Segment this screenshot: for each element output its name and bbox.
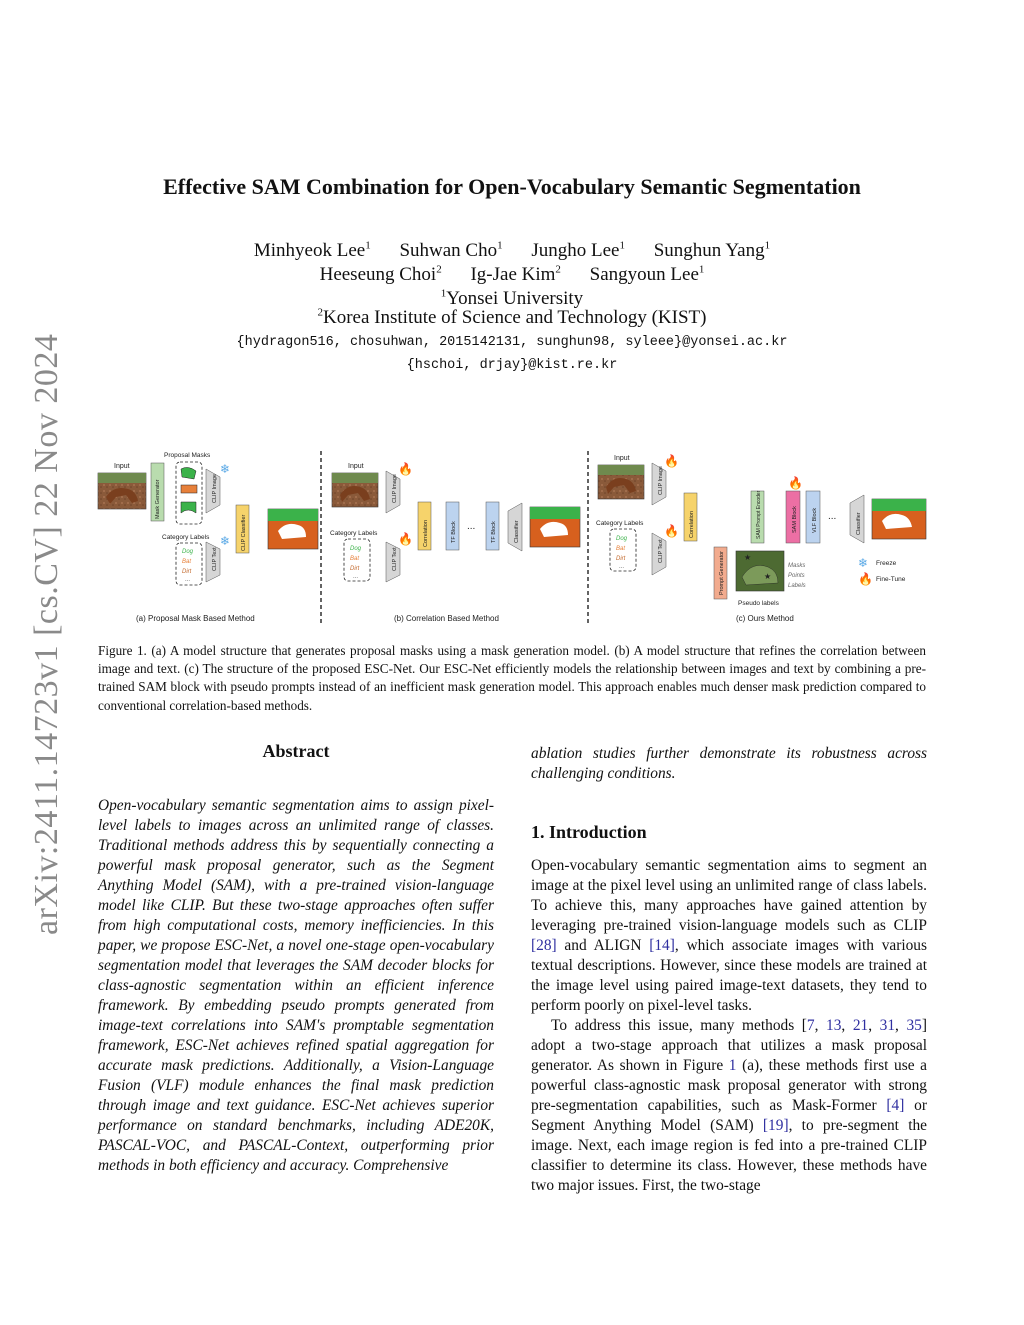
panel-c-classifier-block <box>850 495 864 543</box>
svg-text:★: ★ <box>764 572 772 581</box>
citation-link[interactable]: 31 <box>879 1017 896 1034</box>
email-line-2: {hschoi, drjay}@kist.re.kr <box>406 358 618 373</box>
panel-c-pseudo-labels: Pseudo labels <box>738 600 779 607</box>
citation-link[interactable]: [19] <box>762 1117 789 1134</box>
svg-text:Bat: Bat <box>182 559 192 565</box>
citation-link[interactable]: 35 <box>906 1017 922 1034</box>
panel-b-clip-image-block <box>386 471 400 513</box>
fire-icon: 🔥 <box>664 454 679 468</box>
svg-text:★: ★ <box>744 553 752 562</box>
panel-c-category-labels: Category Labels <box>596 520 644 527</box>
svg-text:SAM Block: SAM Block <box>792 506 798 533</box>
panel-b-classifier-block <box>508 503 522 551</box>
panel-c-prompt-generator-block <box>714 547 727 599</box>
panel-a-input-image <box>98 473 146 509</box>
svg-text:Dog: Dog <box>350 546 362 552</box>
freeze-icon: ❄ <box>220 462 231 476</box>
panel-b-input-label: Input <box>348 463 364 470</box>
affiliation-1: $^1$Yonsei University <box>440 287 584 309</box>
panel-b-category-labels: Category Labels <box>330 530 378 537</box>
paper-title: Effective SAM Combination for Open-Vocabulary Semantic Segmentation <box>163 174 861 199</box>
svg-text:Dog: Dog <box>182 549 194 555</box>
svg-text:Dog: Dog <box>616 536 628 542</box>
svg-text:Dirt: Dirt <box>350 566 360 572</box>
panel-b-correlation-block <box>418 502 431 550</box>
panel-c-clip-image-block <box>652 463 666 505</box>
author: Ig-Jae Kim$^2$ <box>470 263 561 285</box>
panel-c-pseudo-item: Labels <box>788 583 806 589</box>
panel-c-category-box <box>610 529 636 571</box>
panel-b-output-image <box>530 507 580 547</box>
panel-a-clip-classifier-block <box>236 505 249 553</box>
panel-a-caption: (a) Proposal Mask Based Method <box>136 614 255 623</box>
panel-a-clip-image-block <box>206 469 220 513</box>
panel-a-output-image <box>268 509 318 549</box>
affiliation-2: $^2$Korea Institute of Science and Technology (KIST) <box>317 306 707 328</box>
legend-freeze: Freeze <box>876 560 897 567</box>
svg-text:CLIP Image: CLIP Image <box>658 466 664 495</box>
panel-c-sam-block <box>786 491 800 543</box>
panel-c-input-label: Input <box>614 455 630 462</box>
intro-paragraph-1: Open-vocabulary semantic segmentation aims to segment an image at the pixel level using an unlimited range of class labels. To achieve this, many approaches have gained attention by leveraging pre-trained vision-language models such as CLIP [28] and ALIGN [14], which associate images with various textual descriptions. However, since these models are trained at the image level using paired image-text datasets, they tend to perform poorly on pixel-level tasks. <box>531 857 927 1014</box>
panel-c-input-image <box>598 465 644 499</box>
panel-a-mask-generator-block <box>151 463 164 521</box>
panel-b-caption: (b) Correlation Based Method <box>394 614 499 623</box>
panel-c-vlf-block <box>806 491 820 543</box>
svg-text:...: ... <box>353 574 359 580</box>
svg-text:TF Block: TF Block <box>451 521 457 543</box>
svg-text:Dirt: Dirt <box>182 569 192 575</box>
ellipsis: ... <box>828 511 837 522</box>
panel-a-category-labels: Category Labels <box>162 534 210 541</box>
panel-a-category-box <box>176 543 202 585</box>
fire-icon: 🔥 <box>858 572 873 586</box>
author: Minhyeok Lee$^1$ <box>253 239 371 261</box>
authors-line-2 <box>0 264 1024 286</box>
fire-icon: 🔥 <box>398 462 413 476</box>
legend-fine-tune: Fine-Tune <box>876 576 906 583</box>
svg-text:CLIP Text: CLIP Text <box>212 547 218 571</box>
panel-b-category-box <box>344 539 370 581</box>
arxiv-stamp: arXiv:2411.14723v1 [cs.CV] 22 Nov 2024 <box>28 333 65 935</box>
panel-c-sam-prompt-encoder-block <box>751 490 764 543</box>
fire-icon: 🔥 <box>788 476 803 490</box>
svg-text:CLIP Classifier: CLIP Classifier <box>241 514 247 551</box>
citation-link[interactable]: [28] <box>531 937 557 954</box>
author: Heeseung Choi$^2$ <box>319 263 442 285</box>
svg-text:SAM Prompt Encoder: SAM Prompt Encoder <box>756 490 762 539</box>
authors-line-1 <box>0 240 1024 262</box>
svg-text:VLF Block: VLF Block <box>812 507 818 533</box>
svg-text:TF Block: TF Block <box>491 521 497 543</box>
svg-text:Bat: Bat <box>616 546 626 552</box>
citation-link[interactable]: 13 <box>826 1017 842 1034</box>
citation-link[interactable]: 21 <box>852 1017 869 1034</box>
fire-icon: 🔥 <box>664 524 679 538</box>
abstract-heading: Abstract <box>262 741 330 761</box>
figure-caption: Figure 1. (a) A model structure that generates proposal masks using a mask generation model. (b) A model structure that refines the correlation between image and text. (c) The structure of the proposed ESC-Net. Our ESC-Net efficiently models the relationship between images and text by combining a pre-trained SAM block with pseudo prompts instead of an inefficient mask generation model. This approach enables much denser mask prediction compared to conventional correlation-based methods. <box>98 643 926 713</box>
figure-1-diagram <box>96 447 930 627</box>
panel-b-tf-block-1 <box>446 502 459 550</box>
author: Suhwan Cho$^1$ <box>399 239 503 261</box>
figure-link[interactable]: 1 <box>728 1057 737 1074</box>
svg-text:Correlation: Correlation <box>689 511 695 538</box>
panel-c-clip-text-block <box>652 533 666 575</box>
panel-b-clip-text-block <box>386 542 400 582</box>
svg-text:Correlation: Correlation <box>423 520 429 547</box>
panel-c-output-image <box>872 499 926 539</box>
panel-a-proposal-masks-label: Proposal Masks <box>164 452 211 459</box>
panel-b-tf-block-2 <box>486 502 499 550</box>
citation-link[interactable]: 7 <box>806 1017 815 1034</box>
panel-b-input-image <box>332 473 378 507</box>
svg-text:CLIP Text: CLIP Text <box>392 547 398 571</box>
svg-text:Classifier: Classifier <box>514 520 520 543</box>
svg-text:CLIP Text: CLIP Text <box>658 539 664 563</box>
panel-c-correlation-block <box>684 493 697 541</box>
ellipsis: ... <box>467 521 476 532</box>
author: Sunghun Yang$^1$ <box>653 239 771 261</box>
panel-a-proposal-masks <box>176 462 202 524</box>
panel-c-caption: (c) Ours Method <box>736 614 794 623</box>
abstract-continuation: ablation studies further demonstrate its robustness across challenging conditions. <box>531 745 927 782</box>
panel-c-pseudo-item: Masks <box>788 563 806 569</box>
svg-text:Prompt Generator: Prompt Generator <box>719 550 725 595</box>
author: Sangyoun Lee$^1$ <box>589 263 705 285</box>
svg-text:...: ... <box>619 564 625 570</box>
svg-text:Mask Generator: Mask Generator <box>155 479 161 519</box>
panel-c-pseudo-item: Points <box>788 573 805 579</box>
panel-c-pseudo-label-image <box>736 551 784 591</box>
svg-text:CLIP Image: CLIP Image <box>392 474 398 503</box>
freeze-icon: ❄ <box>858 556 869 570</box>
email-line-1: {hydragon516, chosuhwan, 2015142131, sunghun98, syleee}@yonsei.ac.kr <box>236 335 788 350</box>
citation-link[interactable]: [14] <box>649 937 675 954</box>
panel-a-input-label: Input <box>114 463 130 470</box>
svg-text:CLIP Image: CLIP Image <box>212 474 218 503</box>
fire-icon: 🔥 <box>398 532 413 546</box>
intro-heading: 1. Introduction <box>531 822 647 842</box>
svg-text:Dirt: Dirt <box>616 556 626 562</box>
freeze-icon: ❄ <box>220 534 231 548</box>
svg-text:Classifier: Classifier <box>856 512 862 535</box>
intro-paragraph-2: To address this issue, many methods [7, 13, 21, 31, 35] adopt a two-stage approach that utilizes a mask proposal generator. As shown in Figure 1 (a), these methods first use a powerful class-agnostic mask proposal generator with strong pre-segmentation capabilities, such as Mask-Former [4] or Segment Anything Model (SAM) [19], to pre-segment the image. Next, each image region is fed into a pre-trained CLIP classifier to determine its class. However, these methods have two major issues. First, the two-stage <box>531 1017 927 1194</box>
citation-link[interactable]: [4] <box>886 1097 905 1114</box>
author: Jungho Lee$^1$ <box>531 239 625 261</box>
abstract-text: Open-vocabulary semantic segmentation aims to assign pixel-level labels to images across an unlimited range of classes. Traditional methods address this by sequentially connecting a powerful mask proposal generator, such as the Segment Anything Model (SAM), with a pre-trained vision-language model like CLIP. But these two-stage approaches often suffer from high computational costs, memory inefficiencies. In this paper, we propose ESC-Net, a novel one-stage open-vocabulary segmentation model that leverages the SAM decoder blocks for class-agnostic segmentation within an efficient inference framework. By embedding pseudo prompts generated from image-text correlations into SAM's promptable segmentation framework, ESC-Net achieves refined spatial aggregation for accurate mask predictions. Additionally, a Vision-Language Fusion (VLF) module enhances the final mask prediction through image and text guidance. ESC-Net achieves superior performance on standard benchmarks, including ADE20K, PASCAL-VOC, and PASCAL-Context, outperforming prior methods in both efficiency and accuracy. Comprehensive <box>98 797 494 1174</box>
panel-a-clip-text-block <box>206 542 220 582</box>
svg-text:Bat: Bat <box>350 556 360 562</box>
svg-text:...: ... <box>185 577 191 583</box>
